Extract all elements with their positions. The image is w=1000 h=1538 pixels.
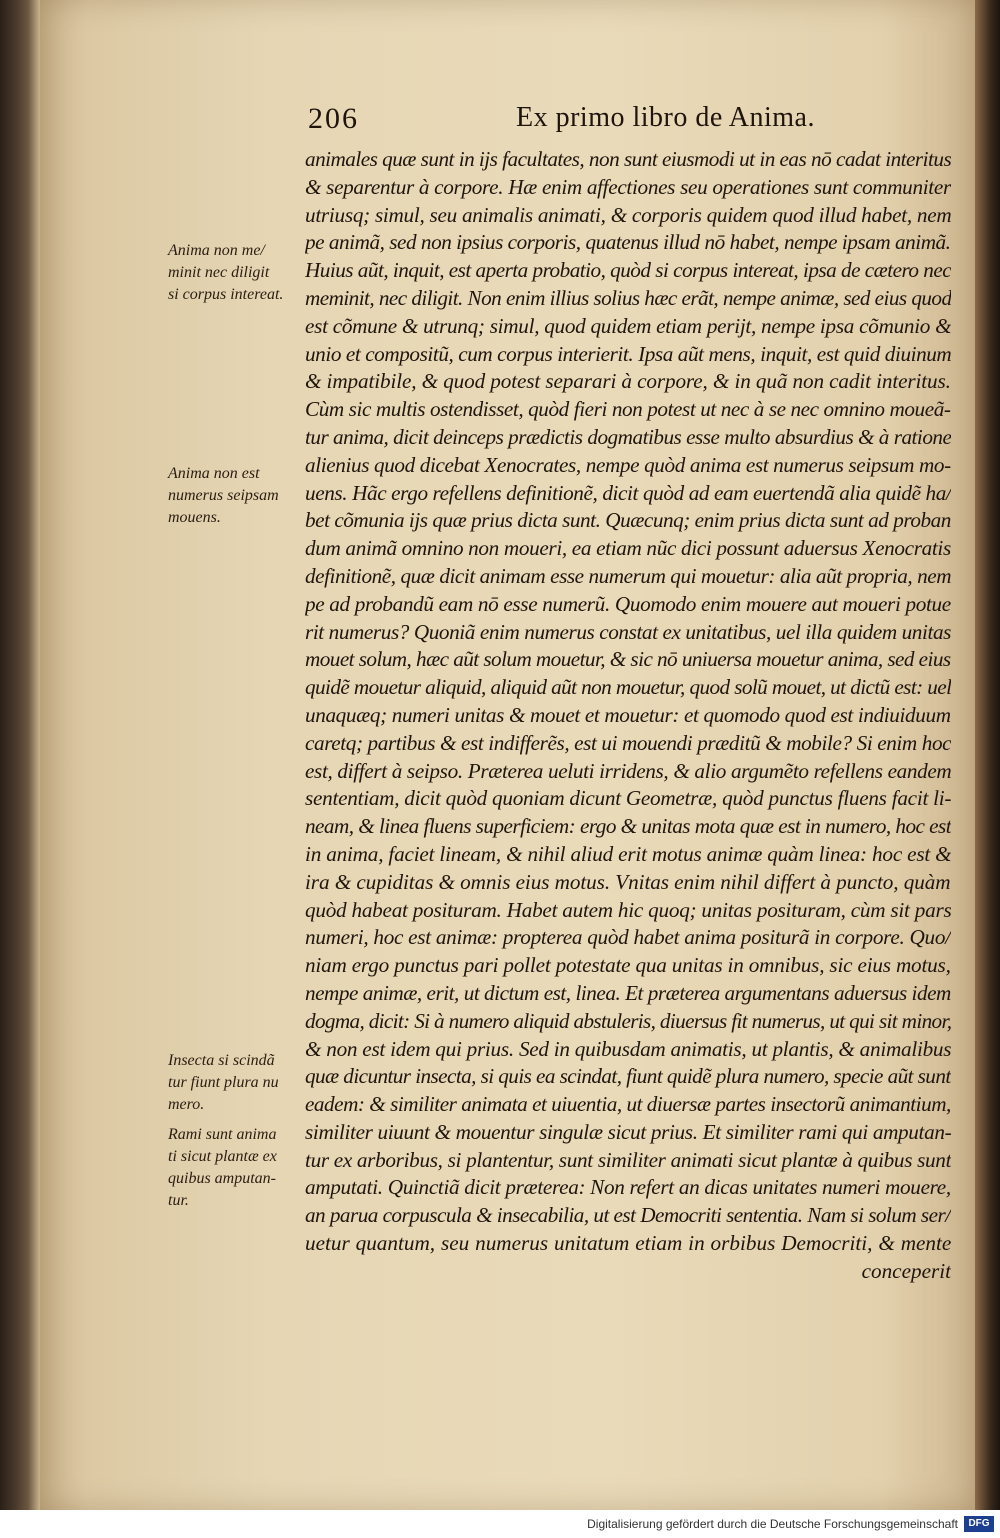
margin-note-line: si corpus intereat. <box>168 286 284 303</box>
text-line: Cùm sic multis ostendisset, quòd fieri non potest ut nec à se nec omnino moueã- <box>305 397 951 422</box>
text-line: quidẽ mouetur aliquid, aliquid aũt non mouetur, quod solũ mouet, ut dictũ est: uel <box>305 675 951 700</box>
text-line: nempe animæ, erit, ut dictum est, linea. Et præterea argumentans aduersus idem <box>305 980 951 1005</box>
text-line: utriusq; simul, seu animalis animati, & corporis quidem quod illud habet, nem <box>305 202 951 227</box>
text-line: & impatibile, & quod potest separari à corpore, & in quã non cadit interitus. <box>305 369 951 394</box>
text-line: tur ex arboribus, si plantentur, sunt similiter animati sicut plantæ à quibus sunt <box>305 1147 951 1172</box>
text-line: rit numerus? Quoniã enim numerus constat ex unitatibus, uel illa quidem unitas <box>305 619 951 644</box>
book-spine-edge <box>0 0 40 1510</box>
text-line: amputati. Quinctiã dicit præterea: Non refert an dicas unitates numeri mouere, <box>305 1175 951 1200</box>
margin-note-line: Anima non est <box>168 465 260 482</box>
margin-note-3 <box>168 1050 279 1116</box>
margin-note-line: numerus seipsam <box>168 487 279 504</box>
margin-note-4 <box>168 1124 277 1212</box>
body-text-block <box>305 146 951 1286</box>
text-line: caretq; partibus & est indifferẽs, est ui mouendi præditũ & mobile? Si enim hoc <box>305 730 951 755</box>
margin-note-line: mero. <box>168 1096 205 1113</box>
catchword: conceperit <box>861 1258 951 1283</box>
text-line: bet cõmunia ijs quæ prius dicta sunt. Quæcunq; enim prius dicta sunt ad proban <box>305 508 951 533</box>
digitization-footer <box>0 1510 1000 1538</box>
margin-note-2 <box>168 463 279 529</box>
text-line: ira & cupiditas & omnis eius motus. Vnitas enim nihil differt à puncto, quàm <box>305 869 951 894</box>
margin-note-line: tur. <box>168 1192 189 1209</box>
text-line: an parua corpuscula & insecabilia, ut est Democriti sententia. Nam si solum ser/ <box>305 1203 951 1228</box>
margin-note-1 <box>168 240 283 306</box>
text-line: & separentur à corpore. Hæ enim affectiones seu operationes sunt communiter <box>305 174 951 199</box>
text-line: & non est idem qui prius. Sed in quibusdam animatis, ut plantis, & animalibus <box>305 1036 951 1061</box>
text-line: unaquæq; numeri unitas & mouet et mouetur: et quomodo quod est indiuiduum <box>305 702 951 727</box>
text-line: numeri, hoc est animæ: propterea quòd habet anima positurã in corpore. Quo/ <box>305 925 951 950</box>
text-line: est cõmune & utrunq; simul, quod quidem etiam perijt, nempe ipsa cõmunio & <box>305 313 951 338</box>
text-line: tur anima, dicit deinceps prædictis dogmatibus esse multo absurdius & à ratione <box>305 424 951 449</box>
text-line: mouet solum, hæc aũt solum mouetur, & sic nō uniuersa mouetur anima, sed eius <box>305 647 951 672</box>
text-line: niam ergo punctus pari pollet potestate qua unitas in omnibus, sic eius motus, <box>305 953 951 978</box>
text-line: dum animã omnino non moueri, ea etiam nũc dici possunt aduersus Xenocratis <box>305 536 951 561</box>
margin-note-line: mouens. <box>168 509 221 526</box>
text-line: uens. Hãc ergo refellens definitionẽ, dicit quòd ad eam euertendã alia quidẽ ha/ <box>305 480 951 505</box>
text-line: Huius aũt, inquit, est aperta probatio, quòd si corpus intereat, ipsa de cætero nec <box>305 258 951 283</box>
text-line: quòd habeat posituram. Habet autem hic quoq; unitas posituram, cùm sit pars <box>305 897 951 922</box>
margin-note-line: quibus amputan- <box>168 1170 276 1187</box>
text-line: animales quæ sunt in ijs facultates, non sunt eiusmodi ut in eas nō cadat interitus <box>305 147 951 171</box>
text-line: pe ad probandũ eam nō esse numerũ. Quomodo enim mouere aut moueri potue <box>305 591 951 616</box>
margin-note-line: ti sicut plantæ ex <box>168 1148 277 1165</box>
text-line: dogma, dicit: Si à numero aliquid abstuleris, diuersus fit numerus, ut qui sit minor, <box>305 1008 951 1033</box>
text-line: pe animã, sed non ipsius corporis, quatenus illud nō habet, nempe ipsam animã. <box>305 230 951 255</box>
text-line: alienius quod dicebat Xenocrates, nempe quòd anima est numerus seipsum mo- <box>305 452 951 477</box>
text-line: eadem: & similiter animata et uiuentia, ut diuersæ partes insectorũ animantium, <box>305 1092 951 1117</box>
text-line: in anima, faciet lineam, & nihil aliud erit motus animæ quàm linea: hoc est & <box>305 841 951 866</box>
text-line: neam, & linea fluens superficiem: ergo & unitas mota quæ est in numero, hoc est <box>305 814 951 839</box>
text-line: est, differt à seipso. Præterea ueluti irridens, & alio argumẽto refellens eandem <box>305 758 951 783</box>
margin-note-line: Rami sunt anima <box>168 1126 277 1143</box>
dfg-logo: DFG <box>964 1516 994 1532</box>
text-line: similiter uiuunt & mouentur singulæ sicut prius. Et similiter rami qui amputan- <box>305 1119 951 1144</box>
page-header <box>308 102 948 138</box>
text-line: meminit, nec diligit. Non enim illius solius hæc erãt, nempe animæ, sed eius quod <box>305 285 951 310</box>
margin-note-line: minit nec diligit <box>168 264 270 281</box>
margin-note-line: tur fiunt plura nu <box>168 1074 279 1091</box>
text-line: quæ dicuntur insecta, si quis ea scindat, fiunt quidẽ plura numero, specie aũt sunt <box>305 1064 951 1089</box>
text-line: definitionẽ, quæ dicit animam esse numerum qui mouetur: alia aũt propria, nem <box>305 563 951 588</box>
margin-note-line: Insecta si scindã <box>168 1052 275 1069</box>
text-line: uetur quantum, seu numerus unitatum etiam in orbibus Democriti, & mente <box>305 1231 951 1256</box>
text-line: unio et compositũ, cum corpus interierit. Ipsa aũt mens, inquit, est quid diuinum <box>305 341 951 366</box>
footer-credit: Digitalisierung gefördert durch die Deutsche Forschungsgemeinschaft <box>587 1517 958 1531</box>
text-line: sententiam, dicit quòd quoniam dicunt Geometræ, quòd punctus fluens facit li- <box>305 786 951 811</box>
running-head: Ex primo libro de Anima. <box>516 102 815 133</box>
page-number: 206 <box>308 102 359 135</box>
margin-note-line: Anima non me/ <box>168 242 265 259</box>
book-right-edge <box>975 0 1000 1510</box>
